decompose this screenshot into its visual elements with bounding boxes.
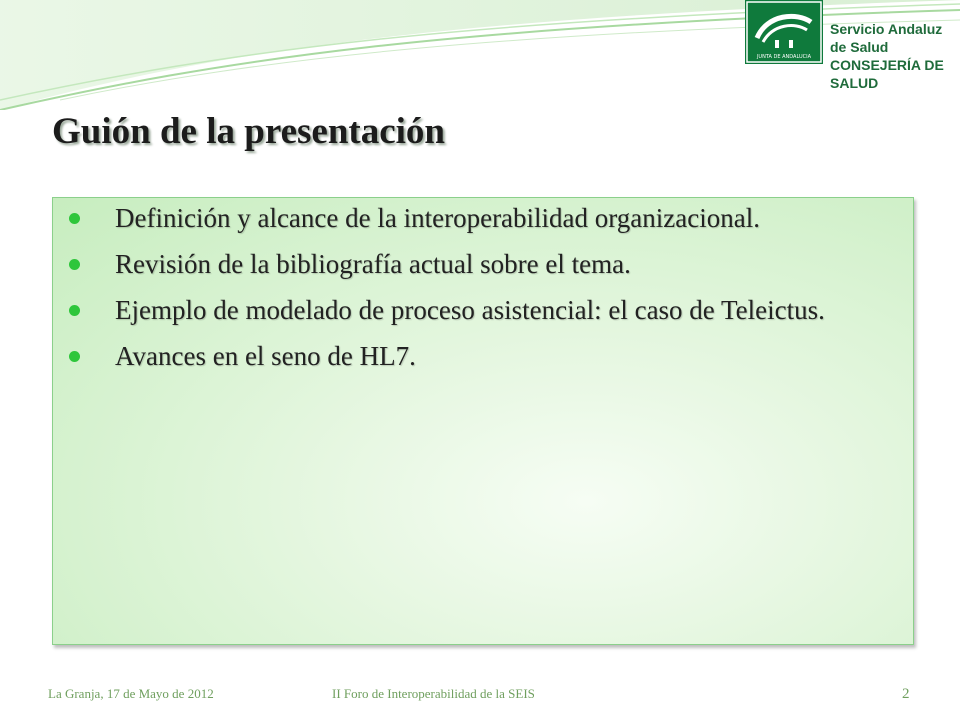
bullet-dot-icon — [69, 213, 80, 224]
bullet-text: Definición y alcance de la interoperabilidad organizacional. — [115, 203, 760, 233]
bullet-dot-icon — [69, 351, 80, 362]
institution-name — [830, 20, 960, 92]
bullet-list — [53, 198, 913, 371]
slide-title: Guión de la presentación — [52, 111, 445, 152]
svg-text:JUNTA DE ANDALUCIA: JUNTA DE ANDALUCIA — [756, 54, 812, 60]
footer-date-location: La Granja, 17 de Mayo de 2012 — [48, 686, 214, 701]
bullet-text: Avances en el seno de HL7. — [115, 341, 416, 371]
junta-andalucia-logo — [745, 0, 823, 64]
bullet-text: Ejemplo de modelado de proceso asistencial: el caso de Teleictus. — [115, 295, 825, 325]
bullet-dot-icon — [69, 305, 80, 316]
bullet-dot-icon — [69, 259, 80, 270]
slide-page-number: 2 — [902, 686, 910, 702]
bullet-item — [115, 296, 895, 325]
bullet-text: Revisión de la bibliografía actual sobre el tema. — [115, 249, 631, 279]
institution-line-sas: Servicio Andaluz de Salud — [830, 21, 943, 55]
content-panel — [52, 197, 914, 645]
bullet-item — [115, 250, 895, 279]
bullet-item — [115, 204, 895, 233]
junta-emblem-icon — [745, 0, 823, 64]
institution-line-consejeria: CONSEJERÍA DE SALUD — [830, 57, 944, 91]
footer-event-name: II Foro de Interoperabilidad de la SEIS — [332, 686, 535, 701]
bullet-item — [115, 342, 895, 371]
